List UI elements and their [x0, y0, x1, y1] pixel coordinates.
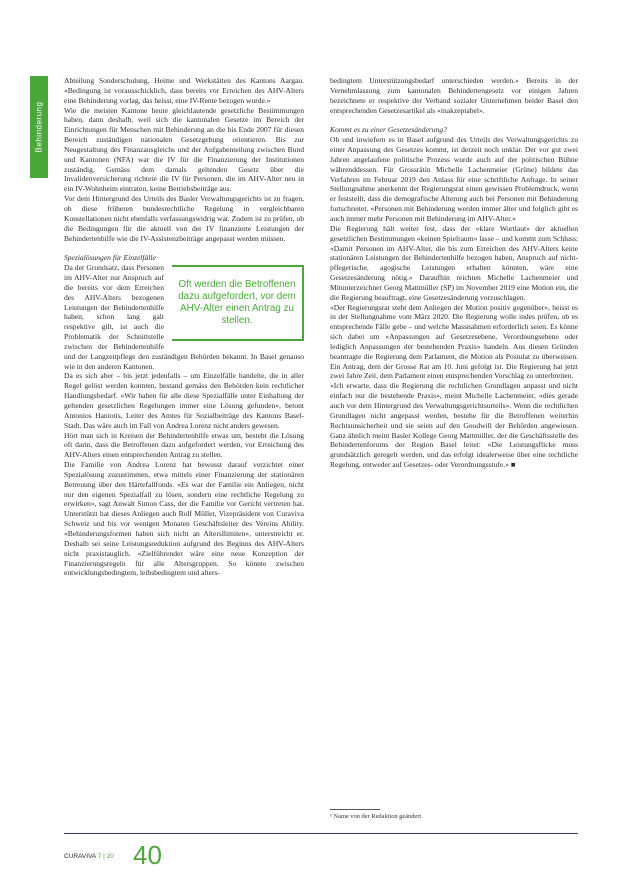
paragraph: «Ich erwarte, dass die Regierung die rechtlichen Grundlagen anpasst und nicht einfach nur die bestehende Praxis», meint Michelle Lachenmeier, «dies gerade auch vor dem Hintergrund des Verwaltungsgerichtsurteils». Wenn die rechtlichen Grundlagen nicht angepasst werden, bestehe für die Betroffenen weiterhin Rechtsunsicherheit und sie seien auf den Goodwill der Behörden angewiesen. Ganz ähnlich meint Basler Kollege Georg Mattmüller, der die Geschäftsstelle des Behindertenforums der Region Basel leitet: «Die Leistungsflicke muss grundsätzlich geregelt werden, und das erfolgt idealerweise über eine rechtliche Regelung, entweder auf Gesetzes- oder Verordnungsstufe.» ■ [330, 381, 578, 470]
paragraph: Die Regierung hält weiter fest, dass der «klare Wortlaut» der aktuellen gesetzlichen Bestimmungen «keinen Spielraum» lasse – und kommt zum Schluss: «Damit Personen im AHV-Alter, die bis zum Erreichen des AHV-Alters keine stationären Leistungen der Behindertenhilfe bezogen haben, Anspruch auf nicht-pflegerische, agogische Leistungen erhalten könnten, wäre eine Gesetzesänderung nötig.» Daraufhin reichten Michelle Lachenmeier und Mitunterzeichner Georg Mattmüller (SP) im November 2019 eine Motion ein, die die Regierung beauftragt, eine Gesetzesänderung vorzuschlagen. [330, 223, 578, 302]
paragraph: Vor dem Hintergrund des Urteils des Basler Verwaltungsgerichts ist zu fragen, ob diese früheren bundesrechtliche Regelung in vergleichbaren Konstellationen nicht ebenfalls verfassungswidrig war. Zudem ist zu prüfen, ob die Bedingungen für die aktuell von der IV finanzierte Leistungen der Behindertenhilfe wie die IV-Assistenzbeiträge angepasst werden müssen. [64, 194, 304, 243]
footnote-divider [330, 809, 380, 810]
page-number: 40 [133, 840, 162, 870]
magazine-name: CURAVIVA [64, 853, 96, 860]
paragraph: Abteilung Sonderschulung, Heime und Werkstätten des Kantons Aargau. «Bedingung ist vorausschicklich, dass bereits vor Erreichen des AHV-Alters eine Behinderung vorlag, das heisst, eine IV-Rente bezogen wurde.» [64, 76, 304, 105]
pull-quote: Oft werden die Betroffenen dazu aufgefordert, vor dem AHV-Alter einen Antrag zu stellen. [172, 265, 304, 341]
section-label: Behinderung [34, 101, 44, 153]
paragraph: Die Familie von Andrea Lorenz hat bewusst darauf verzichtet einer Spezialösung zuzustimmen, etwa mittels einer Finanzierung der stationären Betreuung über den Härtefallfonds. «Es war der Familie ein Anliegen, nicht nur den eigenen Spezialfall zu lösen, sondern eine rechtliche Regelung zu erwirken», sagt Anwalt Simon Cass, der die Familie vor Gericht vertreten hat. Unterstützt hat dieses Anliegen auch Rolf Müller, Vizepräsident von Curaviva Schweiz und bis vor wenigen Monaten Geschäftsleiter des Vereins Ability. «Behinderungsformen haben sich nicht an Altersllimiten», unterstreicht er. Deshalb sei seine Leistungsreduktion aufgrund des Beginns des AHV-Alters nicht praxistauglich. «Zielführender wäre eine neue Konzeption der Finanzierungsregeln für alle Altersgruppen. So könnte zwischen entwicklungsbedingtem, leibsbedingtem und alters- [64, 460, 304, 578]
section-tab [30, 76, 48, 178]
subheading: Kommt es zu einer Gesetzesänderung? [330, 125, 447, 135]
article-column-right [330, 76, 578, 470]
paragraph: bedingtem Unterstützungsbedarf unterschieden werden.» Bereits in der Vernehmlassung zum kantonalen Behindertengesetz vor einigen Jahren bezeichnete er respektive der Verband sozialer Unternehmen beider Basel den entsprechenden Gesetzesartikel als «inakzeptabel». [330, 76, 578, 115]
footnote: ¹ Name von der Redaktion geändert [330, 813, 422, 820]
footer-magazine [64, 853, 114, 860]
paragraph: Hört man sich in Kreisen der Behindertenhilfe etwas um, besteht die Lösung oft darin, dass die Betroffenen dazu aufgefordert werden, vor Erreichung des AHV-Alters einen entsprechenden Antrag zu stellen. [64, 430, 304, 460]
paragraph: Da der Grundsatz, dass Personen im AHV-Alter nur Anspruch auf die bereits vor dem Erreichen des AHV-Alters bezogenen Leistungen der Behindertenhilfe haben, schon lang galt respektive gilt, ist auch die Problematik der Schnittstelle zwischen der Behindertenhilfe und der Langzeitpflege den zuständigen Behörden bekannt. In Basel genauso wie in den anderen Kantonen. [64, 263, 304, 371]
article-column-left [64, 76, 304, 578]
paragraph: «Der Regierungsrat steht dem Anliegen der Motion positiv gegenüber», heisst es in der Stellungnahme vom März 2020. Die Regierung wolle indes prüfen, ob es entsprechende Fälle gebe – und welche Massnahmen erforderlich seien. Es könne sich dabei um «Anpassungen auf Gesetzesebene, Verordnungsebene oder lediglich Anpassungen der bestehenden Praxis» handeln. Aus diesen Gründen beantragte die Regierung dem Parlament, die Motion als Postulat zu überweisen. Ein Antrag, dem der Grosse Rat am 10. Juni gefolgt ist. Die Regierung hat jetzt zwei Jahre Zeit, dem Parlament einen entsprechenden Vorschlag zu unterbreiten. [330, 302, 578, 381]
paragraph: Ob und inwiefern es in Basel aufgrund des Urteils des Verwaltungsgerichts zu einer Anpassung des Gesetzes kommt, ist derzeit noch unklar. Der vor gut zwei Jahren angelaufene politische Prozess wurde auch auf der politischen Bühne währenddessen. Für Grossrätin Michelle Lachenmeier (Grüne) bildete das Verfahren im Februar 2019 den Anlass für eine schriftliche Anfrage. In seiner Stellungnahme anerkennt der Regierungsrat einen gewissen Problemdruck, wenn er feststellt, dass die demografische Alterung auch bei Personen mit Behinderung fortschreitet. «Personen mit Behinderung werden immer älter und folglich gibt es auch immer mehr Personen mit Behinderung im AHV-Alter.» [330, 135, 578, 223]
paragraph: Da es sich aber – bis jetzt jedenfalls – um Einzelfälle handelte, die in aller Regel gelöst werden konnten, bestand gemäss den Behörden kein rechtlicher Handlungsbedarf. «Wir haben für alle diese Spezialfälle unter Einhaltung der geltenden gesetzlichen Regelungen immer eine Lösung gefunden», betont Antonios Haniotis, Leiter des Amtes für Sozialbeiträge des Kantons Basel-Stadt. Das wäre auch im Fall von Andrea Lorenz nicht anders gewesen. [64, 371, 304, 430]
issue-number: 7 | 20 [97, 853, 114, 860]
subheading: Spezialösungen für Einzelfälle [64, 253, 156, 263]
paragraph: Wie die meisten Kantone heute gleichlautende gesetzliche Bestimmungen haben, dann deshalb, weil sich die kantonalen Gesetze im Bereich der Einrichtungen für Menschen mit Behinderung an die bis Ende 2007 für diesen Bereich zuständigen nationalen Gesetzgebung orientieren. Bis zur Neugestaltung des Finanzausgleichs und der Aufgabenteilung zwischen Bund und Kantonen (NFA) war die IV für die Finanzierung der Institutionen zuständig. Gemäss dem damals geltenden Gesetz über die Invalidenversicherung richtete die IV für Personen, die im AHV-Alter neu in ein IV-Wohnheim eintraten, keine Betriebsbeiträge aus. [64, 105, 304, 194]
footer-divider [64, 833, 578, 834]
